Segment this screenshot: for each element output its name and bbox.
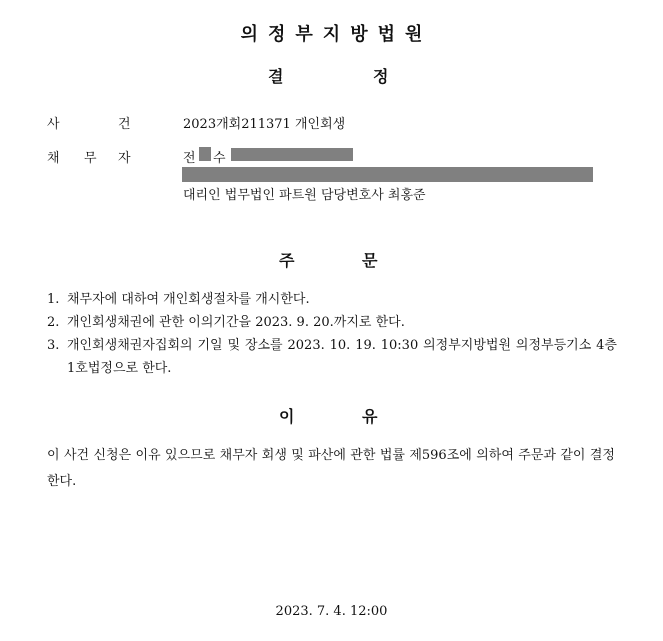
reason-heading-char-1: 이 [279,407,295,426]
case-label-char-2: 건 [118,117,131,132]
order-text: 개인회생채권에 관한 이의기간을 2023. 9. 20.까지로 한다. [67,315,405,330]
doc-title-char-2: 정 [373,67,389,86]
redaction-resident-number [231,148,353,161]
order-heading-char-2: 문 [362,251,378,270]
debtor-label-char-2: 무 [84,151,97,166]
debtor-label-char-3: 자 [118,151,131,166]
redaction-name-middle [199,147,211,161]
debtor-label-char-1: 채 [47,151,60,166]
decision-date: 2023. 7. 4. 12:00 [275,604,388,619]
redaction-address [182,167,593,182]
order-list [47,288,617,380]
court-name: 의정부지방법원 [240,24,433,45]
order-number: 1. [47,292,60,307]
order-text: 채무자에 대하여 개인회생절차를 개시한다. [67,292,310,307]
case-number: 2023개회211371 개인회생 [183,117,346,132]
order-item [47,288,617,311]
doc-title-char-1: 결 [268,67,284,86]
order-item [47,311,617,334]
order-text: 개인회생채권자집회의 기일 및 장소를 2023. 10. 19. 10:30 의정부지방법원 의정부등기소 4층 1호법정으로 한다. [67,338,617,376]
order-number: 2. [47,315,60,330]
order-heading-char-1: 주 [279,251,295,270]
reason-heading-char-2: 유 [362,407,378,426]
debtor-name-start: 전 [183,151,196,166]
reason-text: 이 사건 신청은 이유 있으므로 채무자 회생 및 파산에 관한 법률 제596조에 의하여 주문과 같이 결정한다. [47,448,615,489]
debtor-name-end: 수 [213,151,226,166]
order-number: 3. [47,338,60,353]
debtor-agent: 대리인 법무법인 파트원 담당변호사 최홍준 [183,188,426,203]
case-label-char-1: 사 [47,117,60,132]
order-item [47,334,617,380]
